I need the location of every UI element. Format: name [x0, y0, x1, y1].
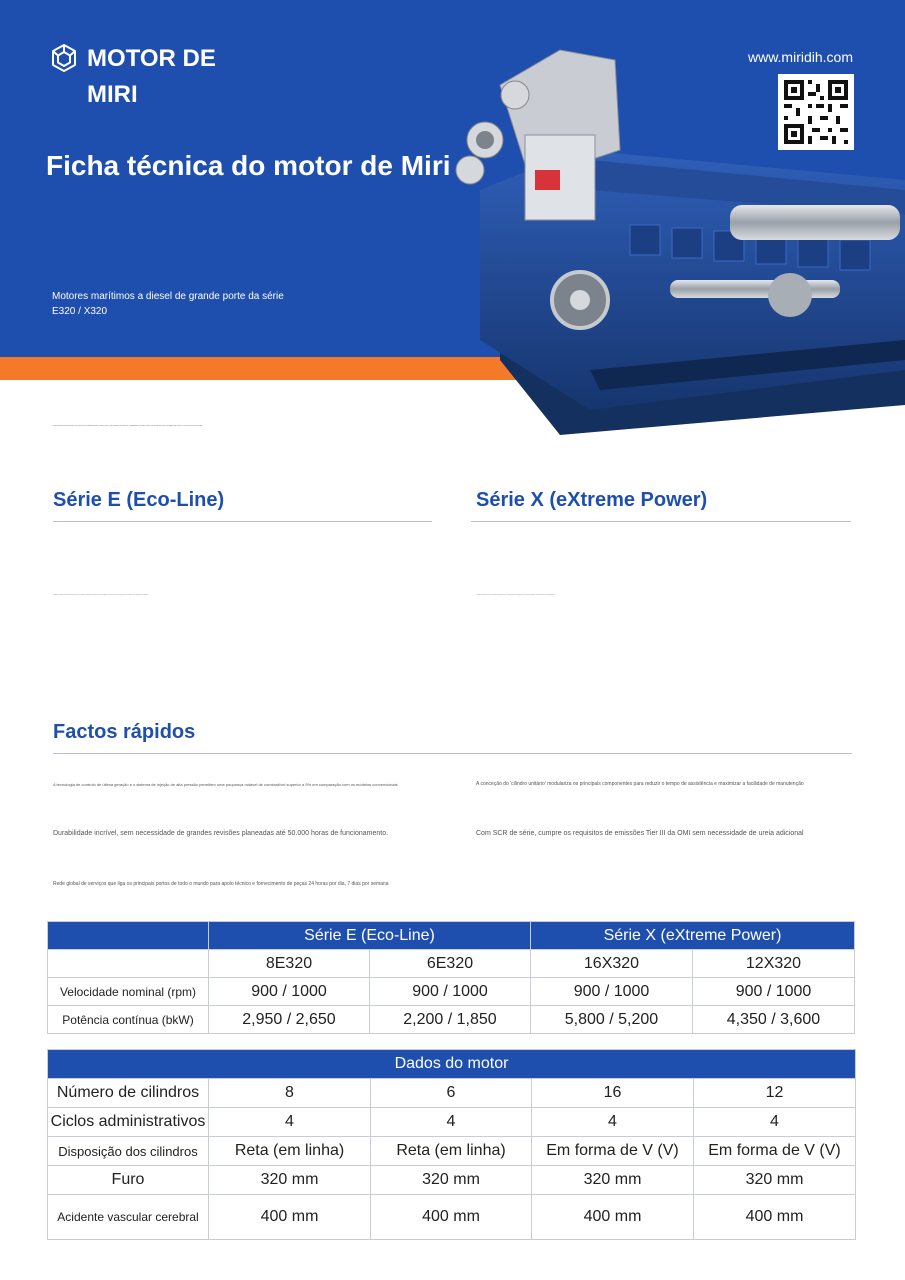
table-cell: 2,950 / 2,650 — [209, 1006, 370, 1034]
table-cell: 4 — [209, 1108, 371, 1137]
hero-subtitle: Motores marítimos a diesel de grande porte da série E320 / X320 — [52, 291, 284, 317]
group-header-e: Série E (Eco-Line) — [209, 922, 531, 950]
table-cell: 400 mm — [209, 1195, 371, 1240]
series-x-title: Série X (eXtreme Power) — [476, 489, 708, 511]
brand-name: MOTOR DE MIRI — [87, 45, 216, 108]
table-cell: 900 / 1000 — [370, 978, 531, 1006]
row-label: Ciclos administrativos — [48, 1108, 209, 1137]
table-title: Dados do motor — [48, 1050, 856, 1079]
table-row — [48, 978, 855, 1006]
table-cell: 5,800 / 5,200 — [531, 1006, 693, 1034]
series-x-rule — [471, 521, 851, 522]
table-cell: 320 mm — [694, 1166, 856, 1195]
table-cell: Em forma de V (V) — [532, 1137, 694, 1166]
fact-item: A tecnologia de controlo de última geração e o sistema de injeção de alta pressão permitem uma poupança notável de combustível superior a 5% em comparação com os modelos convencionais. — [53, 782, 399, 787]
facts-title: Factos rápidos — [53, 721, 196, 743]
table-row — [48, 1137, 856, 1166]
table-row — [48, 1166, 856, 1195]
table-cell: 4 — [694, 1108, 856, 1137]
table-cell: 4 — [532, 1108, 694, 1137]
row-label: Furo — [48, 1166, 209, 1195]
table-row — [48, 950, 855, 978]
marine-engine-image — [440, 40, 905, 440]
row-label: Acidente vascular cerebral — [48, 1195, 209, 1240]
table-cell: 4,350 / 3,600 — [693, 1006, 855, 1034]
table-cell: 12 — [694, 1079, 856, 1108]
table-row — [48, 1108, 856, 1137]
row-label: Número de cilindros — [48, 1079, 209, 1108]
table-row — [48, 1079, 856, 1108]
table-row — [48, 1006, 855, 1034]
model-header: 16X320 — [531, 950, 693, 978]
model-header: 6E320 — [370, 950, 531, 978]
model-header: 12X320 — [693, 950, 855, 978]
fact-item: Com SCR de série, cumpre os requisitos de emissões Tier III da OMI sem necessidade de ureia adicional — [476, 830, 804, 837]
table-cell: 320 mm — [371, 1166, 532, 1195]
website-link[interactable]: www.miridih.com — [747, 49, 853, 65]
series-e-rule — [53, 521, 432, 522]
table-cell: 320 mm — [532, 1166, 694, 1195]
fact-item: Durabilidade incrível, sem necessidade de grandes revisões planeadas até 50.000 horas de funcionamento. — [53, 830, 389, 837]
performance-table — [47, 921, 855, 1034]
intro-fine-print: Concebidos para serviço contínuo em embarcações comerciais, oferecendo eficiência, fiabilidade e baixo custo de manutenção ao longo de todo o ciclo de vida do motor. — [52, 425, 203, 427]
row-label: Disposição dos cilindros — [48, 1137, 209, 1166]
fact-item: Rede global de serviços que liga os principais portos de todo o mundo para apoio técnico e fornecimento de peças 24 horas por dia, 7 dias por semana — [53, 881, 389, 887]
table-cell: Reta (em linha) — [371, 1137, 532, 1166]
table-row — [48, 922, 855, 950]
page-title: Ficha técnica do motor de Miri — [46, 150, 451, 181]
table-cell: 400 mm — [371, 1195, 532, 1240]
table-cell: 400 mm — [532, 1195, 694, 1240]
table-cell: 400 mm — [694, 1195, 856, 1240]
table-cell: 320 mm — [209, 1166, 371, 1195]
row-label: Velocidade nominal (rpm) — [48, 978, 209, 1006]
series-e-title: Série E (Eco-Line) — [53, 489, 225, 511]
table-corner — [48, 922, 209, 950]
table-cell: 6 — [371, 1079, 532, 1108]
row-label: Potência contínua (bkW) — [48, 1006, 209, 1034]
table-cell: 900 / 1000 — [693, 978, 855, 1006]
engine-data-table — [47, 1049, 856, 1240]
model-header: 8E320 — [209, 950, 370, 978]
table-row — [48, 1195, 856, 1240]
table-cell: 900 / 1000 — [531, 978, 693, 1006]
group-header-x: Série X (eXtreme Power) — [531, 922, 855, 950]
hexagon-cube-icon — [51, 43, 77, 73]
table-cell: 16 — [532, 1079, 694, 1108]
series-x-text: Concebido para máxima potência e resposta rápida em aplicações de elevada exigência. — [476, 594, 556, 596]
table-cell: 900 / 1000 — [209, 978, 370, 1006]
table-cell: 2,200 / 1,850 — [370, 1006, 531, 1034]
table-cell: 4 — [371, 1108, 532, 1137]
table-cell: Em forma de V (V) — [694, 1137, 856, 1166]
fact-item: A conceção do 'cilindro unitário' modulariza os principais componentes para reduzir o tempo de assistência e maximizar a facilidade de manutenção — [476, 781, 804, 787]
table-cell — [48, 950, 209, 978]
table-cell: Reta (em linha) — [209, 1137, 371, 1166]
facts-rule — [53, 753, 852, 754]
table-cell: 8 — [209, 1079, 371, 1108]
series-e-text: Optimizado para eficiência de combustível e baixo custo operacional em serviço contínuo de longa duração. — [53, 594, 149, 596]
table-row — [48, 1050, 856, 1079]
